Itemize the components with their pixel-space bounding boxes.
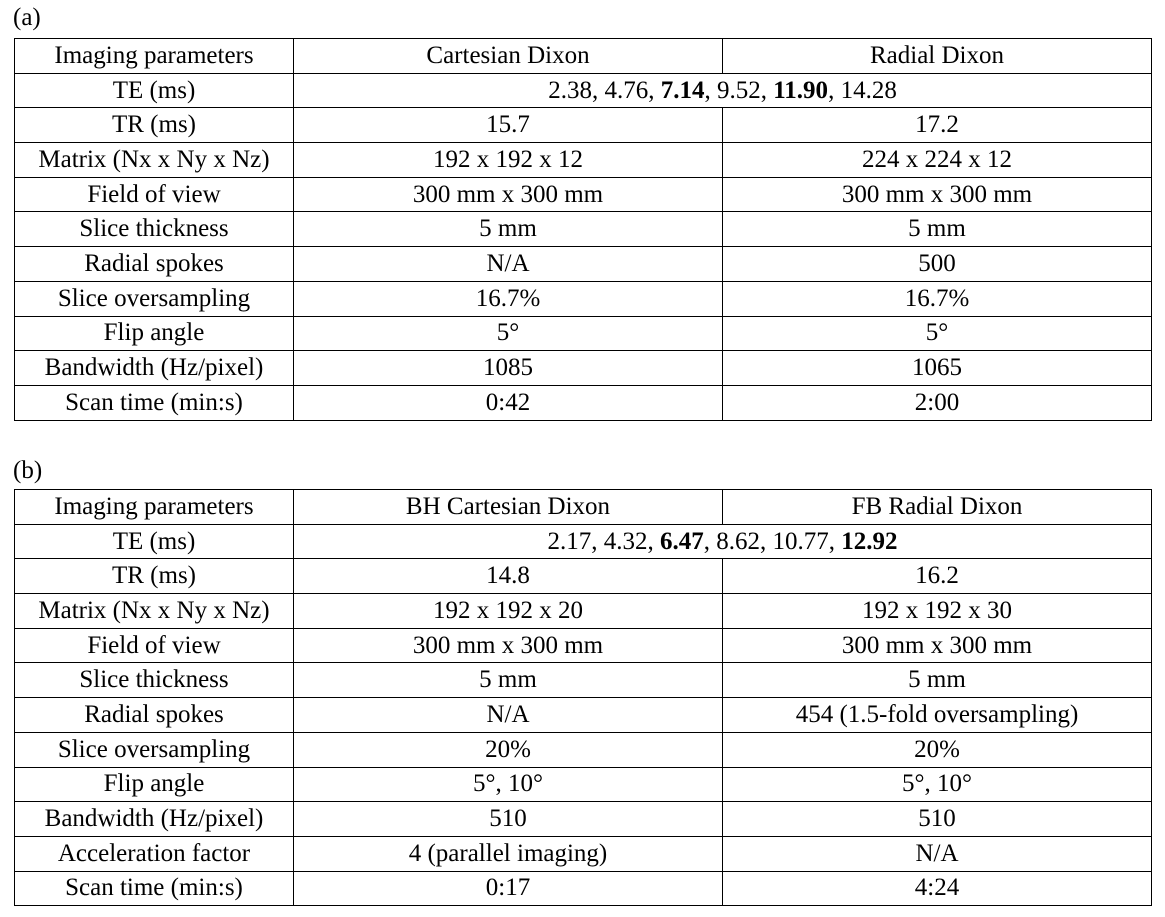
panel-a-label: (a) (13, 4, 41, 31)
parameter-label: Radial spokes (15, 698, 294, 733)
table-cell: 4:24 (723, 871, 1152, 906)
parameter-label: Flip angle (15, 316, 294, 351)
parameter-label: Scan time (min:s) (15, 385, 294, 420)
parameter-label: Slice oversampling (15, 281, 294, 316)
table-row (15, 802, 1152, 837)
parameter-label: Field of view (15, 628, 294, 663)
table-row (15, 73, 1152, 108)
parameter-label: Bandwidth (Hz/pixel) (15, 351, 294, 386)
panel-b-label: (b) (13, 457, 43, 484)
te-value: 7.14 (660, 76, 705, 104)
table-cell: 5° (294, 316, 723, 351)
table-cell: 192 x 192 x 30 (723, 594, 1152, 629)
table-cell: N/A (294, 698, 723, 733)
table-cell: 192 x 192 x 12 (294, 143, 723, 178)
column-header: Radial Dixon (723, 39, 1152, 74)
table-cell: 4 (parallel imaging) (294, 836, 723, 871)
table-row (15, 524, 1152, 559)
table-row (15, 177, 1152, 212)
table-row (15, 316, 1152, 351)
panel-a-table-body (15, 39, 1152, 421)
table-cell: 300 mm x 300 mm (723, 177, 1152, 212)
parameter-header: Imaging parameters (15, 39, 294, 74)
te-value: 14.28 (840, 76, 897, 104)
table-cell: 20% (723, 732, 1152, 767)
header-row (15, 39, 1152, 74)
table-cell: 14.8 (294, 559, 723, 594)
table-cell: 510 (294, 802, 723, 837)
panel-b-table-body (15, 490, 1152, 906)
parameter-label: Slice thickness (15, 663, 294, 698)
parameter-label: Acceleration factor (15, 836, 294, 871)
parameter-label: TR (ms) (15, 559, 294, 594)
table-cell: 5 mm (294, 663, 723, 698)
parameter-label: Field of view (15, 177, 294, 212)
te-value: 2.38 (548, 76, 592, 104)
te-value: 8.62 (716, 527, 760, 555)
table-row (15, 628, 1152, 663)
panel-b-table (14, 489, 1152, 906)
te-values: 2.38, 4.76, 7.14, 9.52, 11.90, 14.28 (294, 73, 1152, 108)
parameter-label: Bandwidth (Hz/pixel) (15, 802, 294, 837)
table-row (15, 594, 1152, 629)
table-row (15, 351, 1152, 386)
table-cell: 5° (723, 316, 1152, 351)
table-cell: 300 mm x 300 mm (294, 177, 723, 212)
table-cell: 5 mm (294, 212, 723, 247)
table-cell: 510 (723, 802, 1152, 837)
te-value: 4.76 (604, 76, 649, 104)
table-cell: 454 (1.5-fold oversampling) (723, 698, 1152, 733)
parameter-label: Flip angle (15, 767, 294, 802)
te-value: 10.77 (772, 527, 829, 555)
panel-a-table (14, 38, 1152, 421)
table-cell: 5 mm (723, 212, 1152, 247)
column-header: BH Cartesian Dixon (294, 490, 723, 525)
table-row (15, 108, 1152, 143)
table-cell: 17.2 (723, 108, 1152, 143)
table-cell: 224 x 224 x 12 (723, 143, 1152, 178)
parameter-label: TE (ms) (15, 73, 294, 108)
table-row (15, 143, 1152, 178)
table-cell: N/A (294, 247, 723, 282)
parameter-label: Slice oversampling (15, 732, 294, 767)
parameter-label: Matrix (Nx x Ny x Nz) (15, 594, 294, 629)
parameter-label: TR (ms) (15, 108, 294, 143)
table-cell: 16.7% (294, 281, 723, 316)
table-cell: 2:00 (723, 385, 1152, 420)
parameter-label: TE (ms) (15, 524, 294, 559)
table-cell: 5°, 10° (294, 767, 723, 802)
column-header: Cartesian Dixon (294, 39, 723, 74)
table-cell: 1085 (294, 351, 723, 386)
table-cell: 192 x 192 x 20 (294, 594, 723, 629)
te-values: 2.17, 4.32, 6.47, 8.62, 10.77, 12.92 (294, 524, 1152, 559)
table-row (15, 559, 1152, 594)
te-value: 6.47 (660, 527, 704, 555)
te-value: 11.90 (773, 76, 829, 104)
parameter-label: Radial spokes (15, 247, 294, 282)
table-row (15, 836, 1152, 871)
table-row (15, 732, 1152, 767)
table-row (15, 212, 1152, 247)
table-row (15, 247, 1152, 282)
table-cell: 300 mm x 300 mm (294, 628, 723, 663)
te-value: 2.17 (547, 527, 592, 555)
te-value: 9.52 (716, 76, 761, 104)
column-header: FB Radial Dixon (723, 490, 1152, 525)
parameter-label: Slice thickness (15, 212, 294, 247)
table-cell: 500 (723, 247, 1152, 282)
table-cell: 5°, 10° (723, 767, 1152, 802)
table-cell: 16.7% (723, 281, 1152, 316)
table-row (15, 663, 1152, 698)
header-row (15, 490, 1152, 525)
table-row (15, 767, 1152, 802)
table-cell: 300 mm x 300 mm (723, 628, 1152, 663)
table-row (15, 385, 1152, 420)
table-cell: 0:42 (294, 385, 723, 420)
table-cell: 5 mm (723, 663, 1152, 698)
table-cell: 16.2 (723, 559, 1152, 594)
table-row (15, 281, 1152, 316)
te-value: 4.32 (603, 527, 648, 555)
parameter-label: Matrix (Nx x Ny x Nz) (15, 143, 294, 178)
table-cell: 0:17 (294, 871, 723, 906)
table-cell: 15.7 (294, 108, 723, 143)
parameter-header: Imaging parameters (15, 490, 294, 525)
parameter-label: Scan time (min:s) (15, 871, 294, 906)
table-row (15, 698, 1152, 733)
te-value: 12.92 (841, 527, 898, 555)
table-cell: 20% (294, 732, 723, 767)
table-row (15, 871, 1152, 906)
table-cell: N/A (723, 836, 1152, 871)
table-cell: 1065 (723, 351, 1152, 386)
